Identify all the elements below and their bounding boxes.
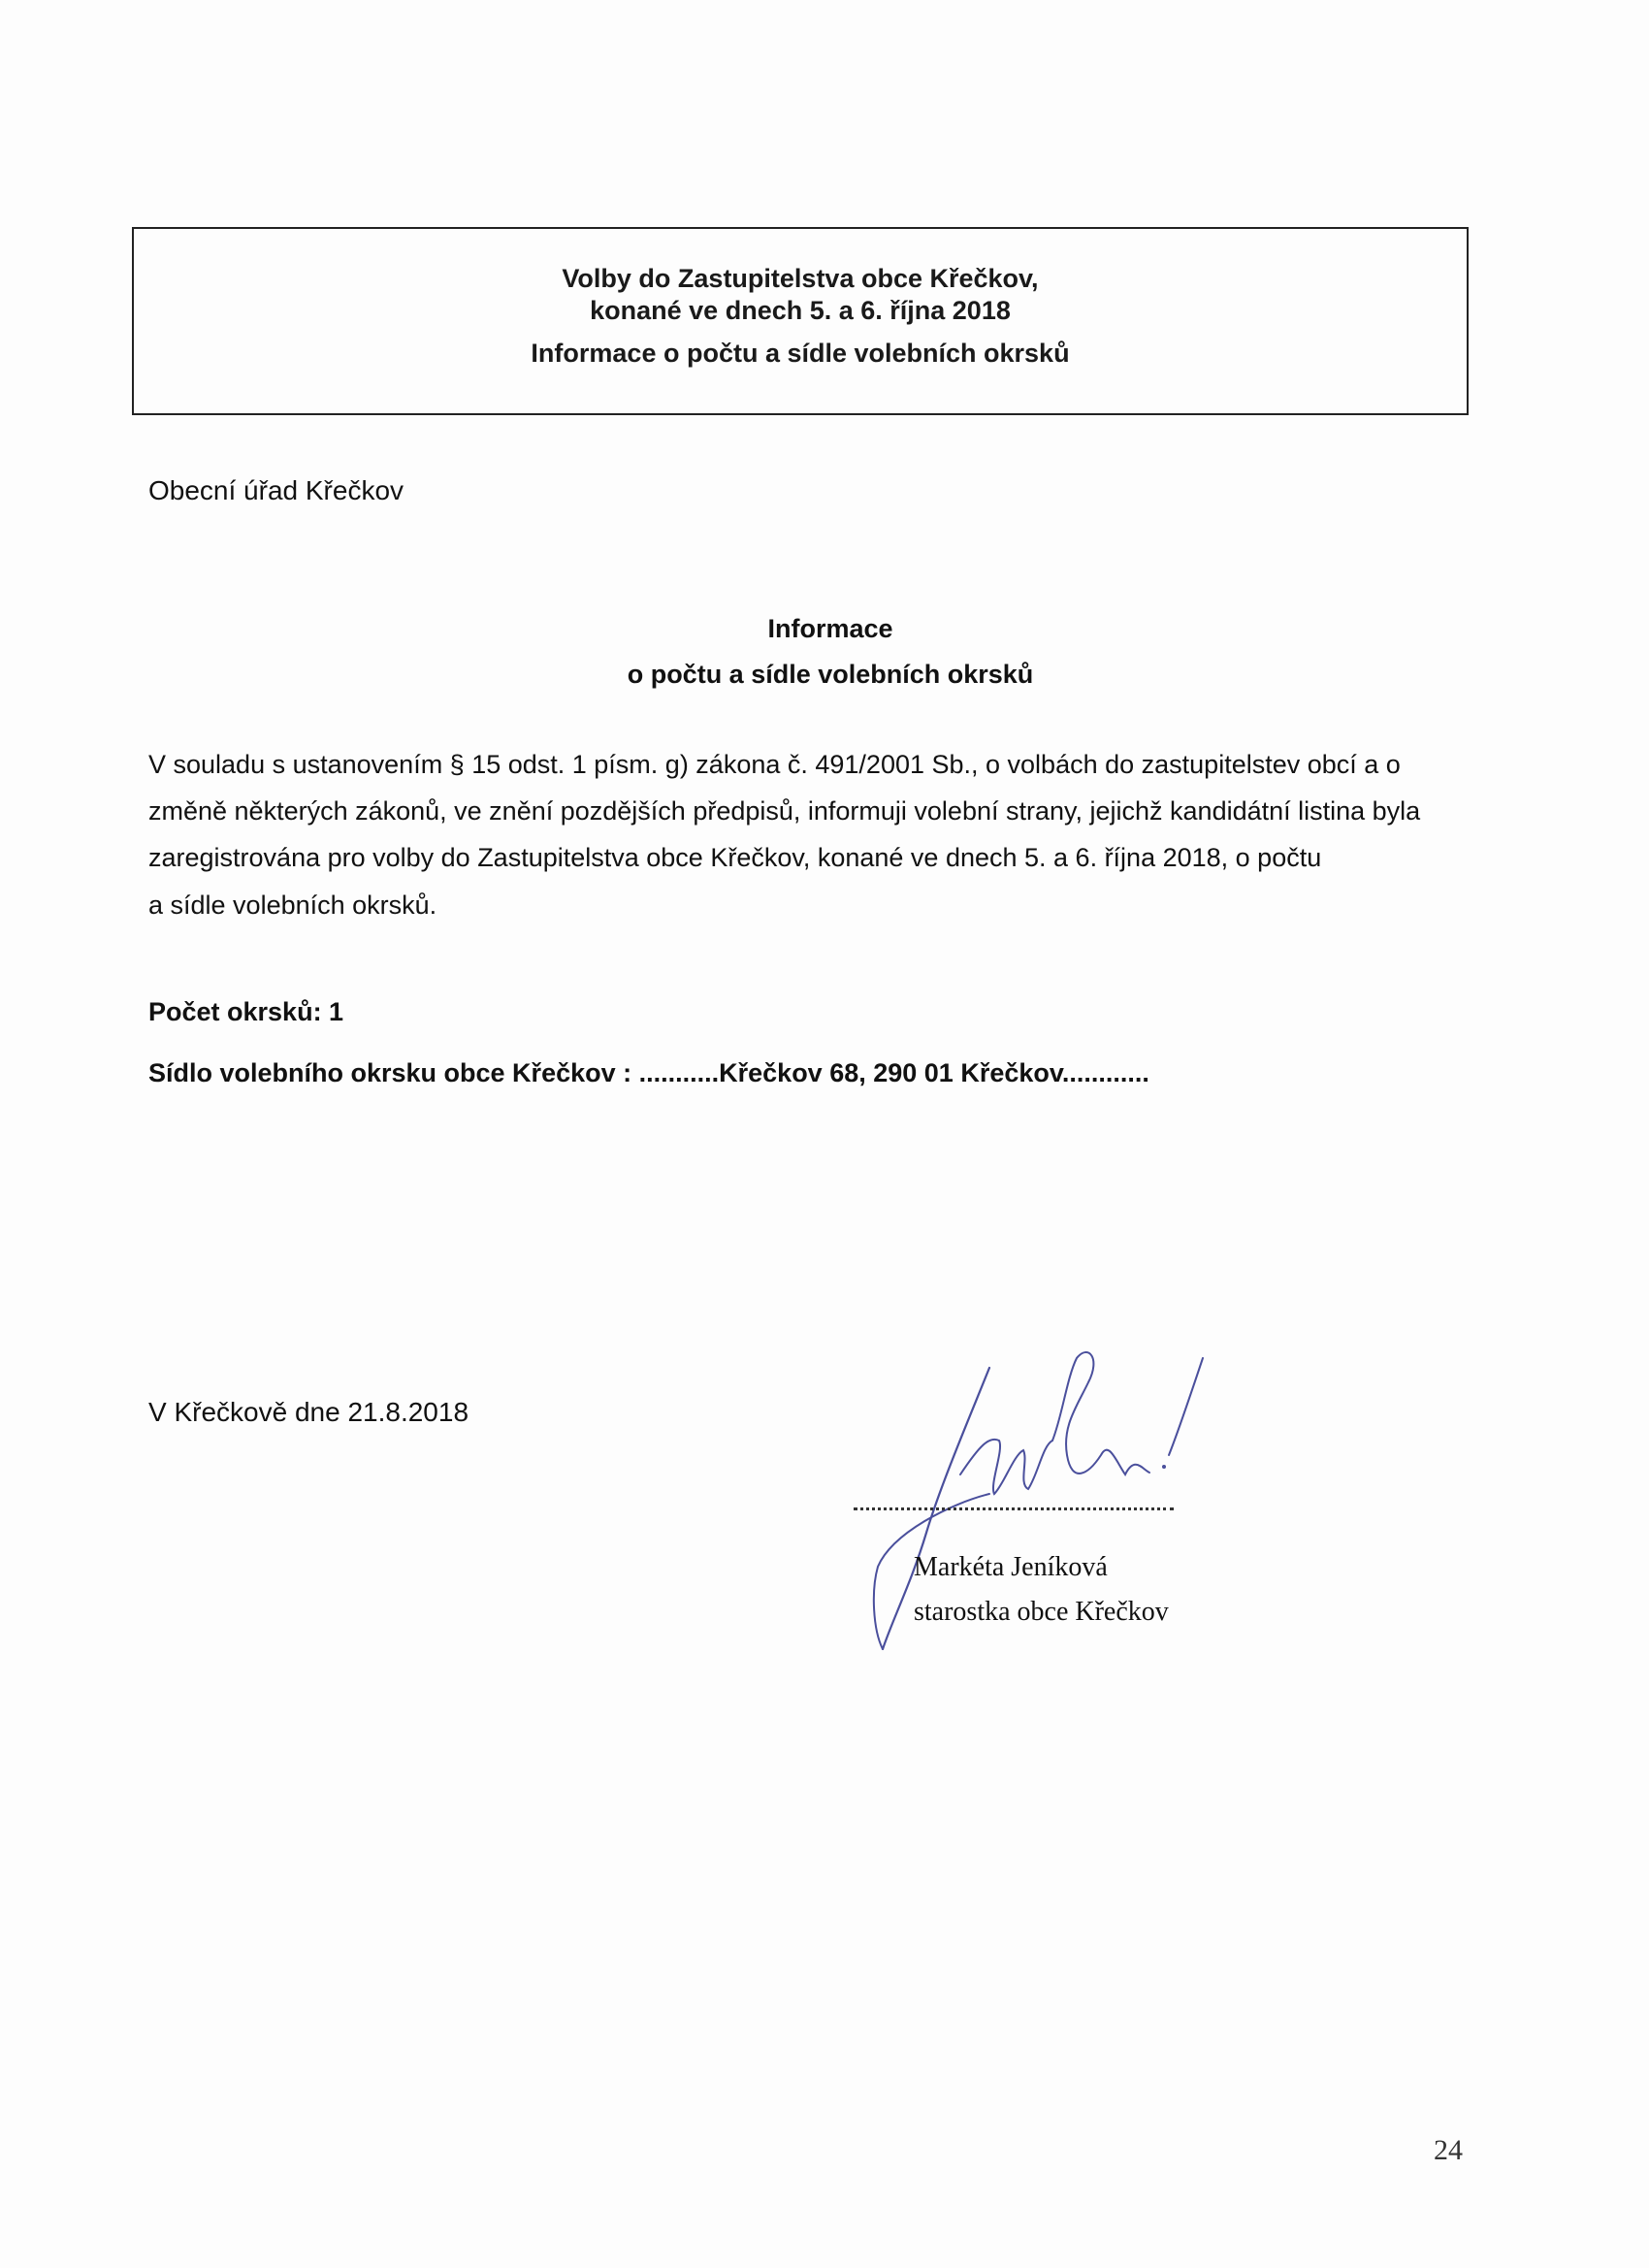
signer-name: Markéta Jeníková <box>914 1552 1108 1582</box>
header-box <box>132 227 1469 415</box>
page-number: 24 <box>1434 2134 1463 2166</box>
district-seat: Sídlo volebního okrsku obce Křečkov : ...........Křečkov 68, 290 01 Křečkov............ <box>148 1058 1149 1087</box>
info-subtitle: o počtu a sídle volebních okrsků <box>627 660 1034 689</box>
header-subtitle: Informace o počtu a sídle volebních okrsků <box>531 339 1070 368</box>
header-title: Volby do Zastupitelstva obce Křečkov, <box>562 264 1039 293</box>
office-name: Obecní úřad Křečkov <box>148 475 404 505</box>
body-line: zaregistrována pro volby do Zastupitelstva obce Křečkov, konané ve dnech 5. a 6. října 2018, o počtu <box>148 843 1322 872</box>
body-line: a sídle volebních okrsků. <box>148 891 437 920</box>
district-count: Počet okrsků: 1 <box>148 997 344 1026</box>
signer-role: starostka obce Křečkov <box>914 1597 1169 1627</box>
date-line: V Křečkově dne 21.8.2018 <box>148 1397 469 1427</box>
signature-line <box>854 1507 1174 1510</box>
header-dates: konané ve dnech 5. a 6. října 2018 <box>590 296 1011 325</box>
body-line: změně některých zákonů, ve znění pozdějších předpisů, informuji volební strany, jejichž kandidátní listina byla <box>148 796 1421 826</box>
info-title: Informace <box>767 614 893 643</box>
body-line: V souladu s ustanovením § 15 odst. 1 písm. g) zákona č. 491/2001 Sb., o volbách do zastupitelstev obcí a o <box>148 750 1401 779</box>
